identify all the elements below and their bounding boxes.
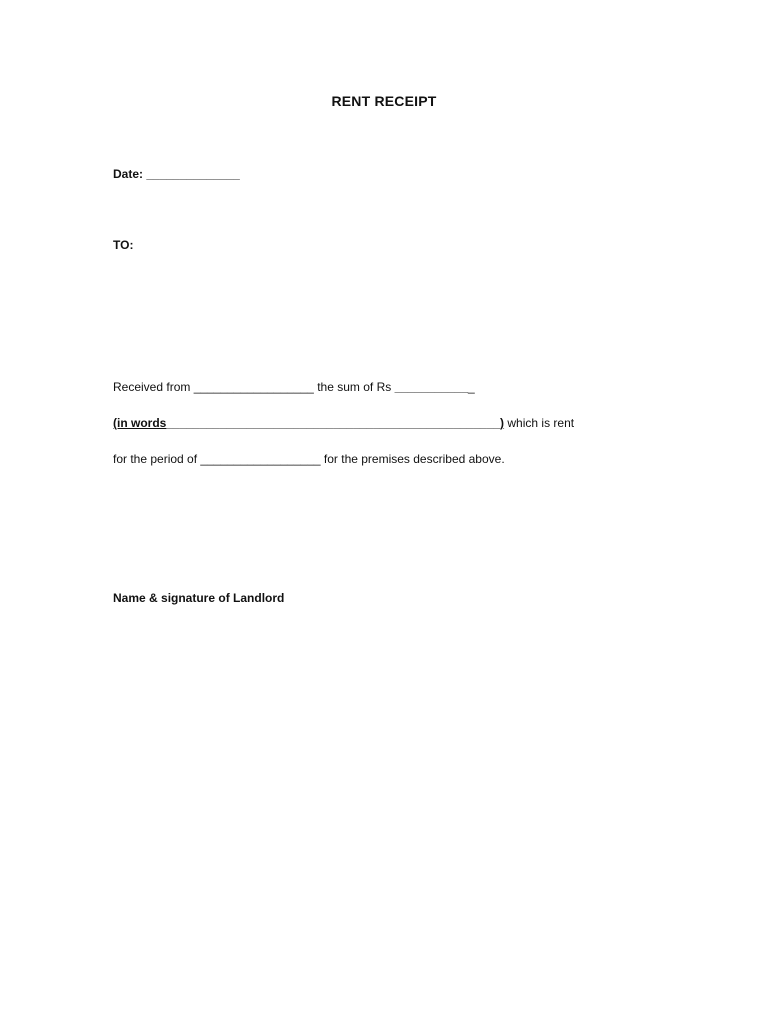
in-words-blank: __________________________________________________ [166,416,501,430]
received-from-text: Received from [113,380,191,394]
payer-blank: __________________ [193,380,314,394]
premises-text: for the premises described above. [323,452,505,466]
amount-blank: ___________ [394,380,468,394]
date-blank: ______________ [146,167,240,181]
page-title: RENT RECEIPT [331,93,437,109]
received-row [113,380,475,394]
period-blank: __________________ [200,452,321,466]
in-words-label: (in words [113,416,167,430]
sum-text: the sum of Rs [317,380,392,394]
to-label: TO: [113,238,134,252]
landlord-signature-label: Name & signature of Landlord [113,591,285,605]
amount-trailing-blank: _ [468,380,475,394]
period-prefix-text: for the period of [113,452,198,466]
which-is-rent-text: which is rent [507,416,575,430]
date-row [113,167,240,181]
date-label: Date: [113,167,144,181]
in-words-close: ) [500,416,505,430]
period-row [113,452,505,466]
in-words-row [113,416,574,430]
